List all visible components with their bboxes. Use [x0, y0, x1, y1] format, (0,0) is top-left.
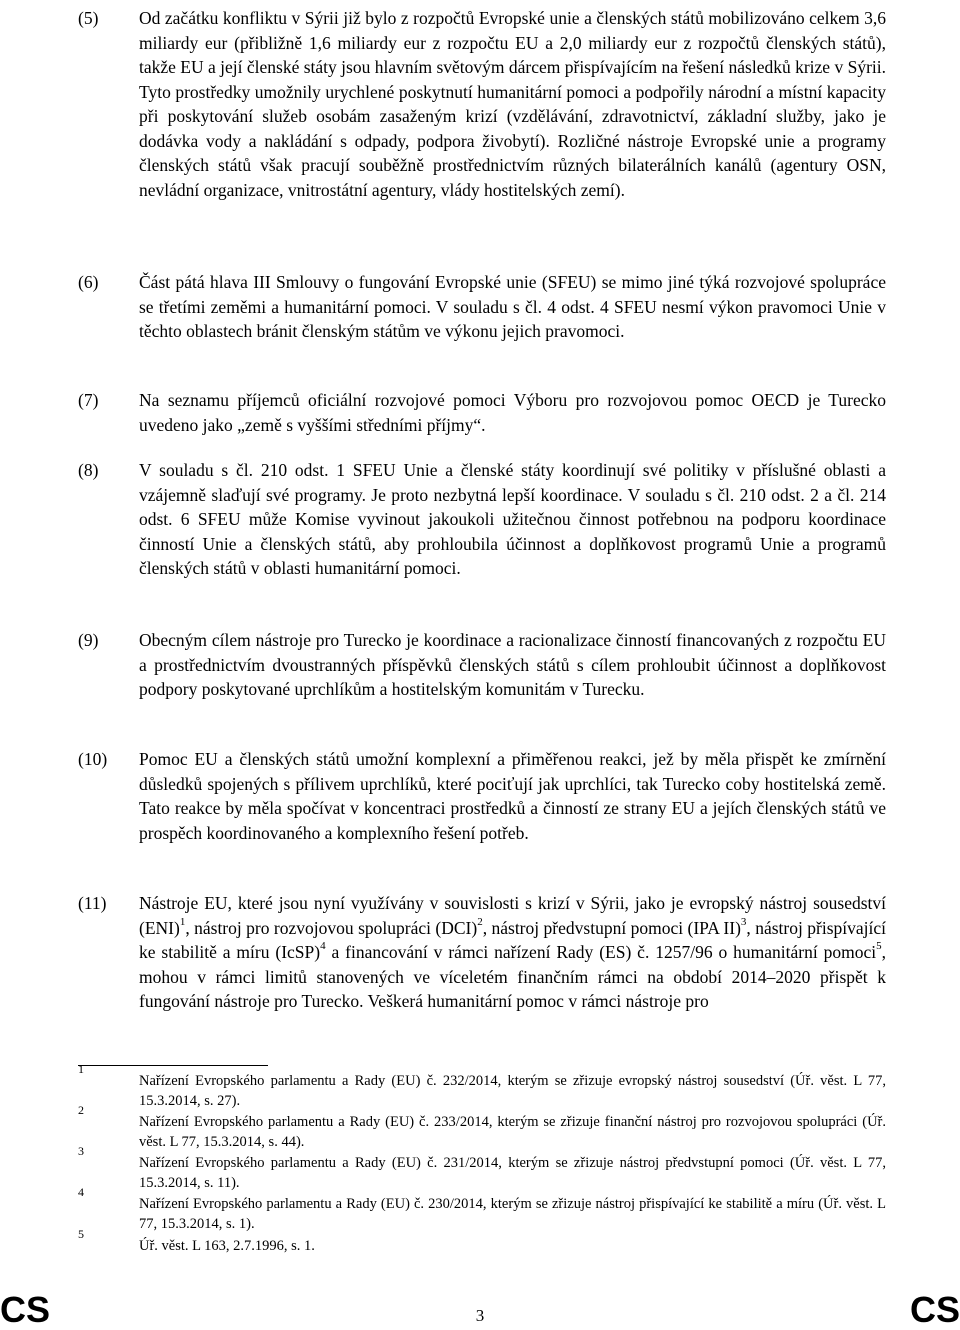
- recital-number: (9): [78, 630, 99, 650]
- recital-text: Pomoc EU a členských států umožní komplexní a přiměřenou reakci, jež by měla přispět ke zmírnění důsledků spojených s přílivem uprchlíků, které pociťují jak uprchlíci, tak Turecko coby hostitelská země. Tato reakce by měla spočívat v koncentraci prostředků a činností ze strany EU a jejích členských států ve prospěch koordinovaného a komplexního řešení potřeb.: [139, 749, 886, 843]
- footnote-ref-2[interactable]: 2: [477, 915, 483, 928]
- footnote-number: 5: [78, 1227, 84, 1241]
- footnote-text: Úř. věst. L 163, 2.7.1996, s. 1.: [139, 1238, 315, 1254]
- text-segment: , mohou v rámci limitů stanovených ve víceletém finančním rámci na období 2014–2020 přispět k fungování nástroje pro Turecko. Veškerá humanitární pomoc v rámci nástroje pro: [139, 942, 886, 1011]
- footnote-text: Nařízení Evropského parlamentu a Rady (EU) č. 233/2014, kterým se zřizuje finanční nástroj pro rozvojovou spolupráci (Úř. věst. L 77, 15.3.2014, s. 44).: [139, 1114, 886, 1150]
- recital-number: (11): [78, 893, 107, 913]
- recital-text: V souladu s čl. 210 odst. 1 SFEU Unie a členské státy koordinují své politiky v příslušné oblasti a vzájemně slaďují své programy. Je proto nezbytná lepší koordinace. V souladu s čl. 210 odst. 2 a čl. 214 odst. 6 SFEU může Komise vyvinout jakoukoli užitečnou činnost potřebnou na podporu koordinace činností Unie a členských států, aby prohloubila účinnost a doplňkovost programů Unie a programů členských států v oblasti humanitární pomoci.: [139, 460, 886, 578]
- footnote-number: 1: [78, 1062, 84, 1076]
- footnote-ref-1[interactable]: 1: [179, 915, 186, 928]
- footnote-number: 4: [78, 1185, 84, 1199]
- recital-number: (10): [78, 749, 108, 769]
- recital-number: (6): [78, 272, 99, 292]
- page-number: 3: [475, 1306, 485, 1325]
- footnote-separator: [78, 1065, 268, 1066]
- recital-text: Od začátku konfliktu v Sýrii již bylo z rozpočtů Evropské unie a členských států mobilizováno celkem 3,6 miliardy eur (přibližně 1,6 miliardy eur z rozpočtu EU a 2,0 miliardy eur z rozpočtů členských států), takže EU a její členské státy jsou hlavním světovým dárcem přispívajícím na řešení následků krize v Sýrii. Tyto prostředky umožnily urychlené poskytnutí humanitární pomoci a podpořily národní a místní kapacity při poskytování služeb osobám zasaženým krizí (vzdělávání, zdravotnictví, základní služby, jako je dodávka vody a nakládání s odpady, podpora živobytí). Rozličné nástroje Evropské unie a programy členských států však pracují souběžně prostřednictvím různých bilaterálních kanálů (agentury OSN, nevládní organizace, vnitrostátní agentury, vlády hostitelských zemí).: [139, 8, 886, 200]
- text-segment: , nástroj předvstupní pomoci (IPA II): [482, 917, 741, 938]
- footnote-number: 3: [78, 1144, 84, 1158]
- footnote-text: Nařízení Evropského parlamentu a Rady (EU) č. 231/2014, kterým se zřizuje nástroj předvstupní pomoci (Úř. věst. L 77, 15.3.2014, s. 11).: [139, 1155, 886, 1191]
- text-segment: , nástroj přispívající ke stabilitě a míru (IcSP): [139, 917, 887, 962]
- text-segment: a financování v rámci nařízení Rady (ES) č. 1257/96 o humanitární pomoci: [325, 942, 877, 962]
- footer-language-left: CS: [0, 1289, 51, 1330]
- text-segment: Nástroje EU, které jsou nyní využívány v souvislosti s krizí v Sýrii, jako je evropský nástroj sousedství (ENI): [139, 893, 886, 938]
- footnote-text: Nařízení Evropského parlamentu a Rady (EU) č. 230/2014, kterým se zřizuje nástroj přispívající ke stabilitě a míru (Úř. věst. L 77, 15.3.2014, s. 1).: [139, 1196, 886, 1232]
- footnote-number: 2: [78, 1103, 84, 1117]
- footnote-ref-5[interactable]: 5: [876, 940, 882, 953]
- recital-text: Část pátá hlava III Smlouvy o fungování Evropské unie (SFEU) se mimo jiné týká rozvojové spolupráce se třetími zeměmi a humanitární pomoci. V souladu s čl. 4 odst. 4 SFEU nesmí výkon pravomoci Unie v těchto oblastech bránit členským státům ve výkonu jejich pravomoci.: [139, 272, 886, 341]
- footer-language-right: CS: [909, 1289, 960, 1330]
- recital-number: (8): [78, 460, 99, 480]
- footnote-ref-3[interactable]: 3: [740, 915, 747, 928]
- recital-number: (7): [78, 390, 99, 410]
- footnote-ref-4[interactable]: 4: [320, 940, 326, 953]
- recital-number: (5): [78, 8, 99, 28]
- footnote-text: Nařízení Evropského parlamentu a Rady (EU) č. 232/2014, kterým se zřizuje evropský nástroj sousedství (Úř. věst. L 77, 15.3.2014, s. 27).: [139, 1073, 886, 1109]
- recital-text: Na seznamu příjemců oficiální rozvojové pomoci Výboru pro rozvojovou pomoc OECD je Turecko uvedeno jako „země s vyššími středními příjmy“.: [139, 390, 886, 435]
- text-segment: , nástroj pro rozvojovou spolupráci (DCI): [185, 917, 478, 938]
- recital-text: Obecným cílem nástroje pro Turecko je koordinace a racionalizace činností financovaných z rozpočtu EU a prostřednictvím dvoustranných příspěvků členských států s cílem prohloubit účinnost a doplňkovost podpory poskytované uprchlíkům a hostitelským komunitám v Turecku.: [139, 630, 886, 699]
- recital-text: [139, 891, 886, 1014]
